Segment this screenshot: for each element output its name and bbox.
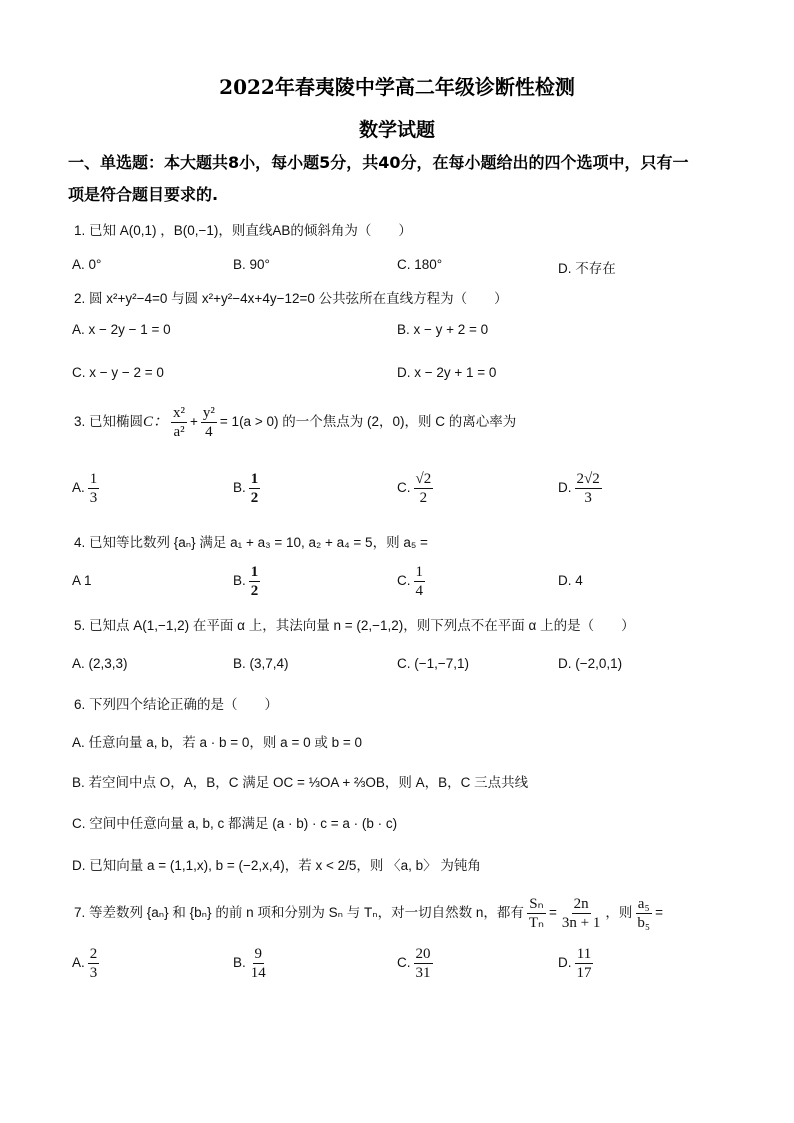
q7-option-c-den: 31 [415,965,431,981]
q7-option-d-label: D. [558,955,572,971]
question-4-stem: 4. 已知等比数列 {aₙ} 满足 a₁ + a₃ = 10, a₂ + a₄ = 5，则 a₅ = [74,535,428,550]
q4-option-b-fraction [249,563,261,600]
q1-option-a: A. 0° [72,257,102,272]
q5-option-b: B. (3,7,4) [233,656,289,671]
q3-option-d-fraction [575,470,602,507]
q2-option-c: C. x − y − 2 = 0 [72,365,164,380]
q3-option-a-num: 1 [89,471,98,487]
q3-option-a-fraction [88,470,100,507]
q4-option-b [233,563,263,600]
question-7-stem [74,895,663,932]
q3-fraction-y [201,404,217,441]
q3-option-d-den: 3 [584,490,592,506]
q4-option-c-den: 4 [415,583,423,599]
q7-stem-suffix: = [655,905,663,921]
q7-frac-n-num: 2n [573,896,589,912]
q3-option-c-fraction [414,470,434,507]
q4-option-b-label: B. [233,573,246,589]
q3-fraction-x [171,404,187,441]
q3-option-c-den: 2 [419,490,428,506]
q3-option-a-den: 3 [89,490,98,506]
q1-option-d: D. 不存在 [558,261,616,276]
q7-option-c [397,945,436,982]
q3-option-d [558,470,605,507]
q7-option-d-fraction [575,945,594,982]
q6-option-a: A. 任意向量 a, b，若 a · b = 0，则 a = 0 或 b = 0 [72,735,362,750]
q4-option-b-num: 1 [250,564,259,580]
q7-frac-st-den: Tₙ [528,915,544,931]
q7-equals: = [549,905,557,921]
q3-ellipse-name: C： [143,414,169,431]
q4-option-c-num: 1 [415,564,423,580]
q3-stem-prefix: 3. 已知椭圆 [74,414,144,430]
q7-option-a-label: A. [72,955,85,971]
page-subtitle: 数学试题 [358,119,435,141]
section-heading-line1: 一、单选题：本大题共8小，每小题5分，共40分，在每小题给出的四个选项中，只有一 [68,153,689,172]
q7-fraction-n [560,895,602,932]
page-title: 2022年春夷陵中学高二年级诊断性检测 [219,75,575,99]
q7-option-a-fraction [88,945,100,982]
q3-option-c [397,470,436,507]
q7-option-a-den: 3 [89,965,98,981]
q3-option-a-label: A. [72,480,85,496]
q3-option-b [233,470,263,507]
q7-stem-middle: ，则 [605,905,633,921]
q6-option-d: D. 已知向量 a = (1,1,x), b = (−2,x,4)，若 x < 2/5，则 〈a, b〉 为钝角 [72,858,481,873]
q7-option-c-fraction [414,945,433,982]
q7-option-d-den: 17 [576,965,592,981]
q3-option-b-num: 1 [250,471,259,487]
q7-frac-ab-num: a₅ [637,896,650,912]
q3-option-d-label: D. [558,480,572,496]
q7-option-b-num: 9 [254,946,263,962]
q7-option-d-num: 11 [576,946,592,962]
q2-option-b: B. x − y + 2 = 0 [397,322,489,337]
q3-frac-x-den: a² [173,424,185,440]
q4-option-d: D. 4 [558,573,583,588]
q7-option-b-label: B. [233,955,246,971]
q5-option-c: C. (−1,−7,1) [397,656,470,671]
q3-frac-y-num: y² [202,405,215,421]
q2-option-d: D. x − 2y + 1 = 0 [397,365,497,380]
q4-option-a: A 1 [72,573,92,588]
q4-option-c-fraction [414,563,426,600]
q3-option-b-den: 2 [250,490,259,506]
q7-frac-n-den: 3n + 1 [561,915,601,931]
question-1-stem: 1. 已知 A(0,1) ，B(0,−1)，则直线AB的倾斜角为（ ） [74,223,412,238]
q7-stem-prefix: 7. 等差数列 {aₙ} 和 {bₙ} 的前 n 项和分别为 Sₙ 与 Tₙ，对一切自然数 n，都有 [74,905,524,921]
q7-option-a [72,945,102,982]
question-3-stem [74,404,516,441]
q7-option-a-num: 2 [89,946,98,962]
q7-option-b-den: 14 [250,965,266,981]
q7-frac-ab-den: b₅ [637,915,651,931]
q7-fraction-ab [635,895,652,932]
q5-option-d: D. (−2,0,1) [558,656,623,671]
q3-option-b-label: B. [233,480,246,496]
q4-option-c [397,563,428,600]
q7-frac-st-num: Sₙ [529,896,544,912]
q3-plus: + [190,414,198,430]
question-6-stem: 6. 下列四个结论正确的是（ ） [74,697,279,712]
section-heading-line2: 项是符合题目要求的. [68,185,219,204]
q7-option-c-num: 20 [415,946,431,962]
q7-option-c-label: C. [397,955,411,971]
q2-option-a: A. x − 2y − 1 = 0 [72,322,171,337]
q7-option-b-fraction [249,945,268,982]
q3-frac-x-num: x² [173,405,186,421]
q4-option-c-label: C. [397,573,411,589]
q3-frac-y-den: 4 [205,424,213,440]
q7-option-b [233,945,271,982]
q7-option-d [558,945,597,982]
q6-option-b: B. 若空间中点 O，A，B，C 满足 OC = ⅓OA + ⅔OB，则 A，B，C 三点共线 [72,775,529,790]
q6-option-c: C. 空间中任意向量 a, b, c 都满足 (a · b) · c = a · (b · c) [72,816,398,831]
q3-option-c-num: √2 [415,471,432,487]
question-5-stem: 5. 已知点 A(1,−1,2) 在平面 α 上，其法向量 n = (2,−1,2)，则下列点不在平面 α 上的是（ ） [74,618,635,633]
q3-option-a [72,470,102,507]
q3-option-b-fraction [249,470,261,507]
q7-fraction-st [527,895,546,932]
q3-stem-suffix: = 1(a > 0) 的一个焦点为 (2，0)，则 C 的离心率为 [219,414,517,430]
q3-option-c-label: C. [397,480,411,496]
q4-option-b-den: 2 [250,583,259,599]
q1-option-c: C. 180° [397,257,443,272]
q3-option-d-num: 2√2 [576,471,600,487]
q1-option-b: B. 90° [233,257,270,272]
q5-option-a: A. (2,3,3) [72,656,128,671]
question-2-stem: 2. 圆 x²+y²−4=0 与圆 x²+y²−4x+4y−12=0 公共弦所在直线方程为（ ） [74,291,508,306]
